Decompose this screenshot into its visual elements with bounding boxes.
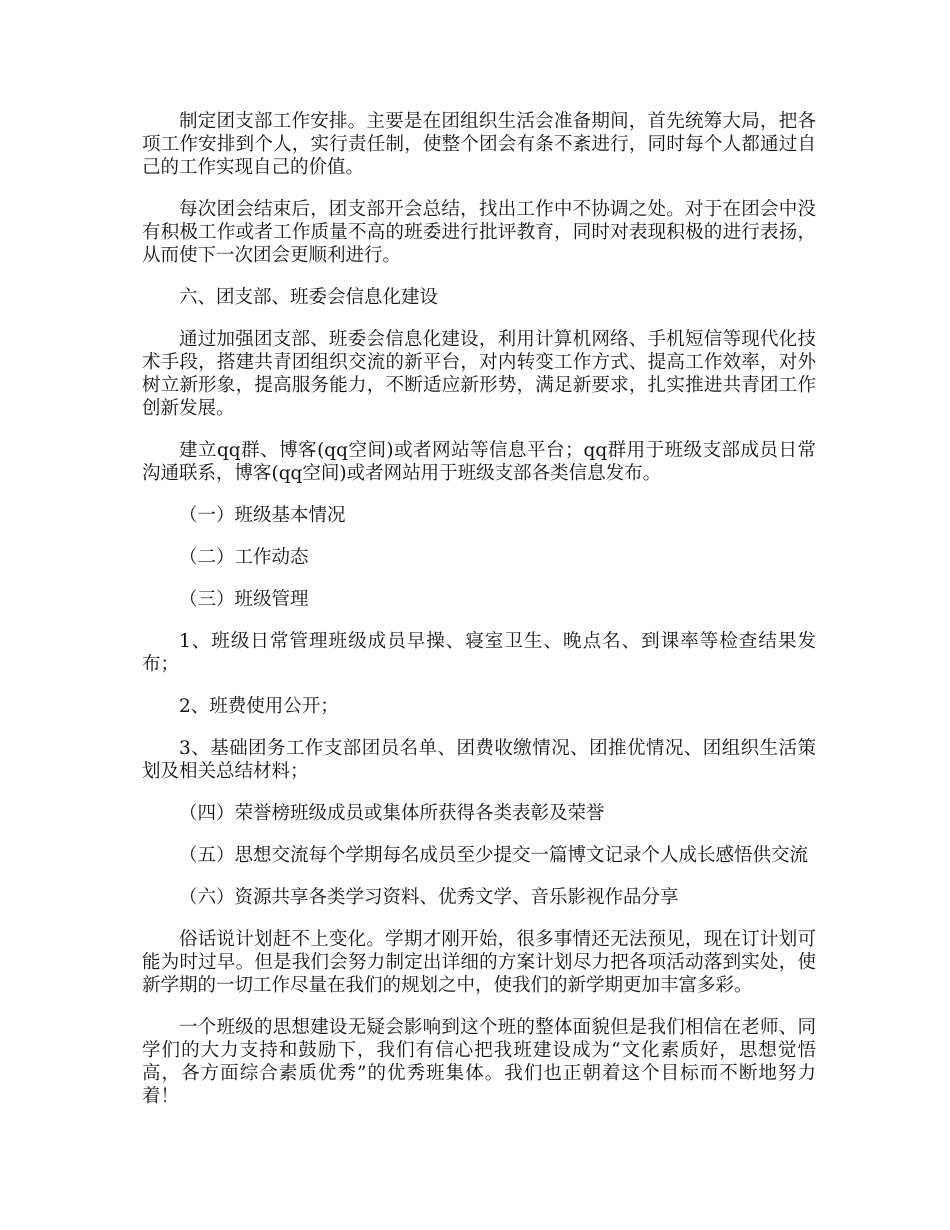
paragraph-planning: 俗话说计划赶不上变化。学期才刚开始，很多事情还无法预见，现在订计划可能为时过早。但是我们会努力制定出详细的方案计划尽力把各项活动落到实处，使新学期的一切工作尽量在我们的规划之中，使我们的新学期更加丰富多彩。 bbox=[142, 929, 816, 996]
list-item-class-fees: 2、班费使用公开； bbox=[179, 696, 339, 717]
list-item-thought-exchange: （五）思想交流每个学期每名成员至少提交一篇博文记录个人成长感悟供交流 bbox=[179, 845, 809, 866]
document-page bbox=[142, 110, 816, 1127]
list-item-league-affairs: 3、基础团务工作支部团员名单、团费收缴情况、团推优情况、团组织生活策划及相关总结材料； bbox=[142, 738, 816, 782]
paragraph-informatization: 通过加强团支部、班委会信息化建设，利用计算机网络、手机短信等现代化技术手段，搭建共青团组织交流的新平台，对内转变工作方式、提高工作效率，对外树立新形象，提高服务能力，不断适应新形势，满足新要求，扎实推进共青团工作创新发展。 bbox=[142, 329, 816, 419]
list-item-work-news: （二）工作动态 bbox=[179, 547, 309, 568]
section-heading-informatization: 六、团支部、班委会信息化建设 bbox=[179, 287, 439, 308]
paragraph-work-arrangement: 制定团支部工作安排。主要是在团组织生活会准备期间，首先统筹大局，把各项工作安排到个人，实行责任制，使整个团会有条不紊进行，同时每个人都通过自己的工作实现自己的价值。 bbox=[142, 111, 816, 178]
paragraph-info-platform: 建立qq群、博客(qq空间)或者网站等信息平台；qq群用于班级支部成员日常沟通联系，博客(qq空间)或者网站用于班级支部各类信息发布。 bbox=[142, 440, 816, 484]
list-item-daily-management: 1、班级日常管理班级成员早操、寝室卫生、晚点名、到课率等检查结果发布； bbox=[142, 631, 816, 675]
paragraph-meeting-summary: 每次团会结束后，团支部开会总结，找出工作中不协调之处。对于在团会中没有积极工作或者工作质量不高的班委进行批评教育，同时对表现积极的进行表扬，从而使下一次团会更顺利进行。 bbox=[142, 199, 816, 266]
list-item-class-basics: （一）班级基本情况 bbox=[179, 505, 346, 526]
list-item-class-management: （三）班级管理 bbox=[179, 589, 309, 610]
list-item-resource-sharing: （六）资源共享各类学习资料、优秀文学、音乐影视作品分享 bbox=[179, 887, 679, 908]
paragraph-conclusion: 一个班级的思想建设无疑会影响到这个班的整体面貌但是我们相信在老师、同学们的大力支持和鼓励下，我们有信心把我班建设成为“文化素质好，思想觉悟高，各方面综合素质优秀”的优秀班集体。我们也正朝着这个目标而不断地努力着！ bbox=[142, 1017, 816, 1107]
list-item-honor-roll: （四）荣誉榜班级成员或集体所获得各类表彰及荣誉 bbox=[179, 803, 605, 824]
